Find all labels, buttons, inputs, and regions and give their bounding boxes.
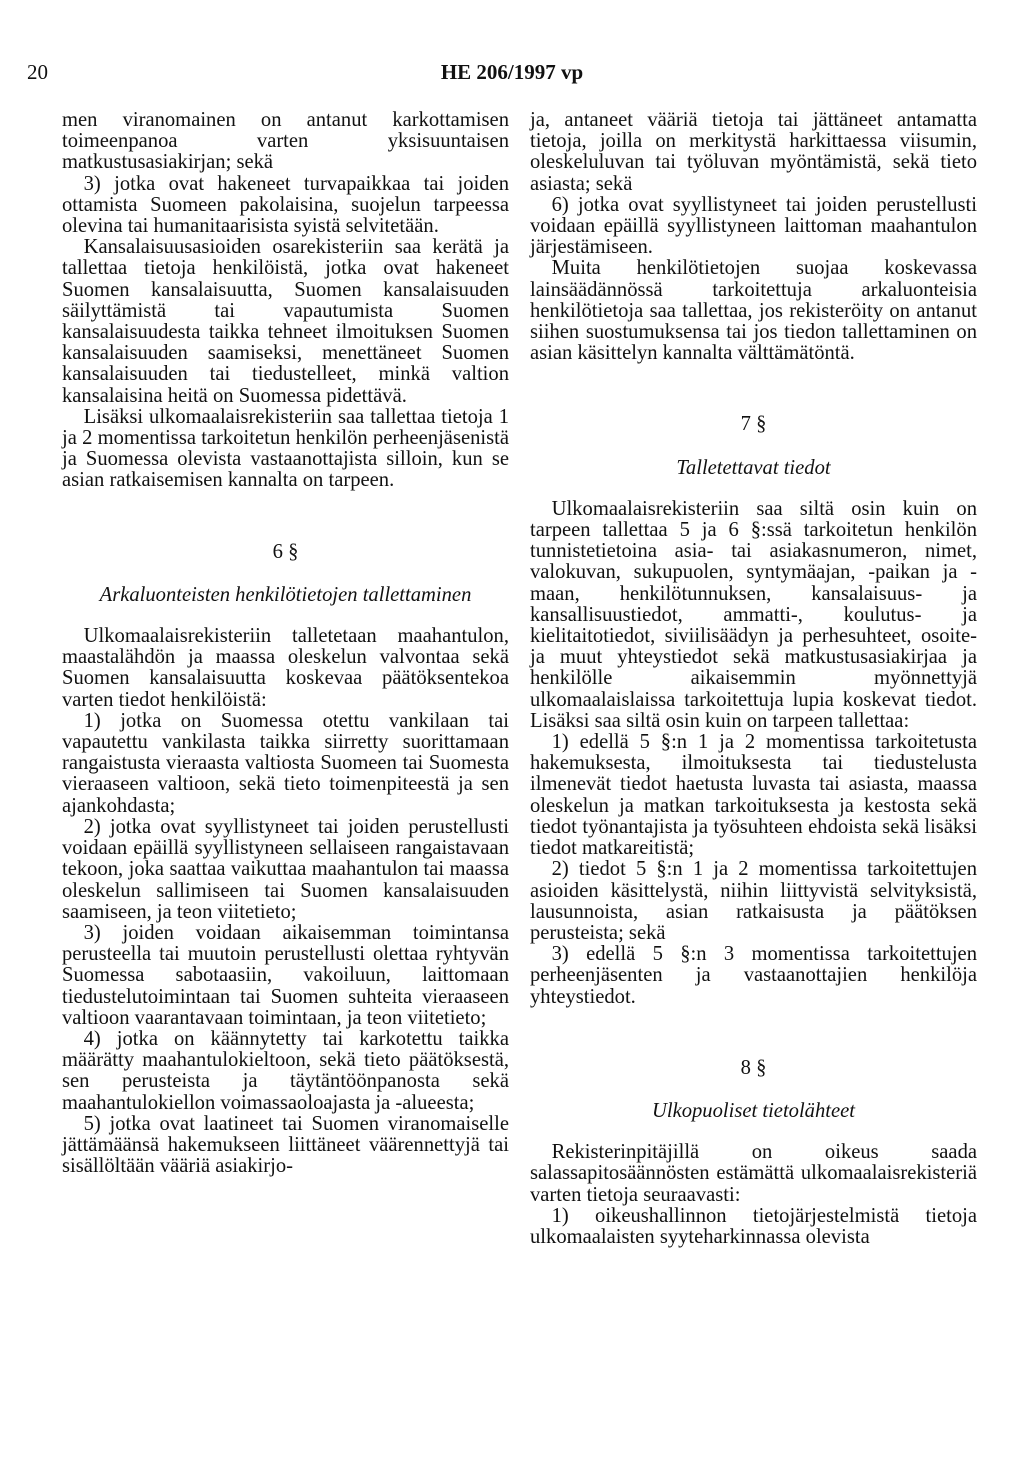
- list-item: 6) jotka ovat syyllistyneet tai joiden perustellusti voidaan epäillä syyllistyneen laittoman maahantulon järjestämiseen.: [530, 193, 977, 259]
- list-item: 2) tiedot 5 §:n 1 ja 2 momentissa tarkoitettujen asioiden käsittelystä, niihin liittyvistä selvityksistä, lausunnoista, asian ratkaisusta ja päätöksen perusteista; sekä: [530, 858, 977, 944]
- paragraph: Ulkomaalaisrekisteriin saa siltä osin kuin on tarpeen tallettaa 5 ja 6 §:ssä tarkoitetun henkilön tunnistetietoina asia- tai asiakasnumeron, nimet, valokuvan, sukupuolen, syntymäajan, -paikan ja -maan, henkilötunnuksen, kansalaisuus- ja kansallisuustiedot, ammatti-, koulutus- ja kielitaitotiedot, siviilisäädyn ja perhesuhteet, osoite- ja muut yhteystiedot sekä matkustusasiakirjaa ja henkilölle aikaisemmin myönnettyjä ulkomaalaislaissa tarkoitettuja lupia koskevat tiedot. Lisäksi saa siltä osin kuin on tarpeen tallettaa:: [530, 497, 977, 732]
- paragraph: Muita henkilötietojen suojaa koskevassa lainsäädännössä tarkoitettuja arkaluonteisia henkilötietoja saa tallettaa, jos rekisteröity on antanut siihen suostumuksensa tai jos tiedon tallettaminen on asian käsittelyn kannalta välttämätöntä.: [530, 257, 977, 365]
- list-item: 5) jotka ovat laatineet tai Suomen viranomaiselle jättämäänsä hakemukseen liittäneet väärennettyjä tai sisällöltään vääriä asiakirjo-: [62, 1112, 509, 1178]
- list-item: 1) edellä 5 §:n 1 ja 2 momentissa tarkoitetusta hakemuksesta, ilmoituksesta tai tiedustelusta ilmenevät tiedot haetusta luvasta tai asiasta, maassa oleskelun ja matkan tarkoituksesta ja kestosta sekä tiedot työnantajista ja työsuhteen ehdoista sekä lisäksi tiedot matkareitistä;: [530, 731, 977, 860]
- section-title: Talletettavat tiedot: [676, 456, 831, 479]
- section-number: 8 §: [740, 1056, 767, 1079]
- list-item: 3) edellä 5 §:n 3 momentissa tarkoitettujen perheenjäsenten ja vastaanottajien henkilöja yhteystiedot.: [530, 943, 977, 1008]
- section-number: 6 §: [272, 540, 299, 563]
- paragraph: men viranomainen on antanut karkottamisen toimeenpanoa varten yksisuuntaisen matkustusasiakirjan; sekä: [62, 109, 509, 174]
- running-title: HE 206/1997 vp: [440, 60, 584, 84]
- paragraph: Rekisterinpitäjillä on oikeus saada salassapitosäännösten estämättä ulkomaalaisrekisteriä varten tietoja seuraavasti:: [530, 1141, 977, 1206]
- right-column: [530, 110, 977, 1248]
- list-item: 2) jotka ovat syyllistyneet tai joiden perustellusti voidaan epäillä syyllistyneen sellaiseen rangaistavaan tekoon, joka saattaa vaikuttaa maahantulon tai maassa oleskelun sallimiseen tai Suomen kansalaisuuden saamiseen, ja teon viitetieto;: [62, 815, 509, 923]
- list-item: 3) joiden voidaan aikaisemman toimintansa perusteella tai muutoin perustellusti olettaa ryhtyvän Suomessa sabotaasiin, vakoiluun, laittomaan tiedustelutoimintaan tai Suomen suhteita vieraaseen valtioon vaarantavaan toimintaan, ja teon viitetieto;: [62, 921, 509, 1029]
- paragraph: ja, antaneet vääriä tietoja tai jättäneet antamatta tietoja, joilla on merkitystä harkittaessa viisumin, oleskeluluvan tai työluvan myöntämistä, sekä tieto asiasta; sekä: [530, 109, 977, 195]
- list-item: 1) jotka on Suomessa otettu vankilaan tai vapautettu vankilasta taikka siirretty suorittamaan rangaistusta vieraasta valtiosta Suomeen tai Suomesta vieraaseen valtioon, sekä tieto toimenpiteestä ja sen ajankohdasta;: [62, 709, 509, 817]
- paragraph: Kansalaisuusasioiden osarekisteriin saa kerätä ja tallettaa tietoja henkilöistä, jotka ovat hakeneet Suomen kansalaisuutta, Suomen kansalaisuuden säilyttämistä tai vapautumista Suomen kansalaisuudesta taikka tehneet ilmoituksen Suomen kansalaisuuden saamiseksi, menettäneet Suomen kansalaisuuden tai tiedustelleet, minkä valtion kansalaisina heitä on Suomessa pidettävä.: [62, 236, 509, 407]
- section-title: Ulkopuoliset tietolähteet: [651, 1099, 856, 1122]
- paragraph: Lisäksi ulkomaalaisrekisteriin saa tallettaa tietoja 1 ja 2 momentissa tarkoitetun henkilön perheenjäsenistä ja Suomessa olevista vastaanottajista silloin, kun se asian ratkaisemisen kannalta on tarpeen.: [62, 405, 509, 492]
- list-item: 1) oikeushallinnon tietojärjestelmistä tietoja ulkomaalaisten syyteharkinnassa olevista: [530, 1204, 977, 1248]
- left-column: [62, 110, 509, 1177]
- section-title: Arkaluonteisten henkilötietojen tallettaminen: [99, 583, 472, 606]
- list-item: 4) jotka on käännytetty tai karkotettu taikka määrätty maahantulokieltoon, sekä tieto päätöksestä, sen perusteista ja täytäntöönpanosta sekä maahantulokiellon voimassaoloajasta ja -alueesta;: [62, 1027, 509, 1114]
- page-number: 20: [27, 60, 48, 84]
- section-number: 7 §: [740, 413, 767, 436]
- paragraph: Ulkomaalaisrekisteriin talletetaan maahantulon, maastalähdön ja maassa oleskelun valvontaa sekä Suomen kansalaisuutta koskevaa päätöksentekoa varten tiedot henkilöistä:: [62, 625, 509, 711]
- paragraph: 3) jotka ovat hakeneet turvapaikkaa tai joiden ottamista Suomeen pakolaisina, suojelun tarpeessa olevina tai humanitaarisista syistä selvitetään.: [62, 172, 509, 238]
